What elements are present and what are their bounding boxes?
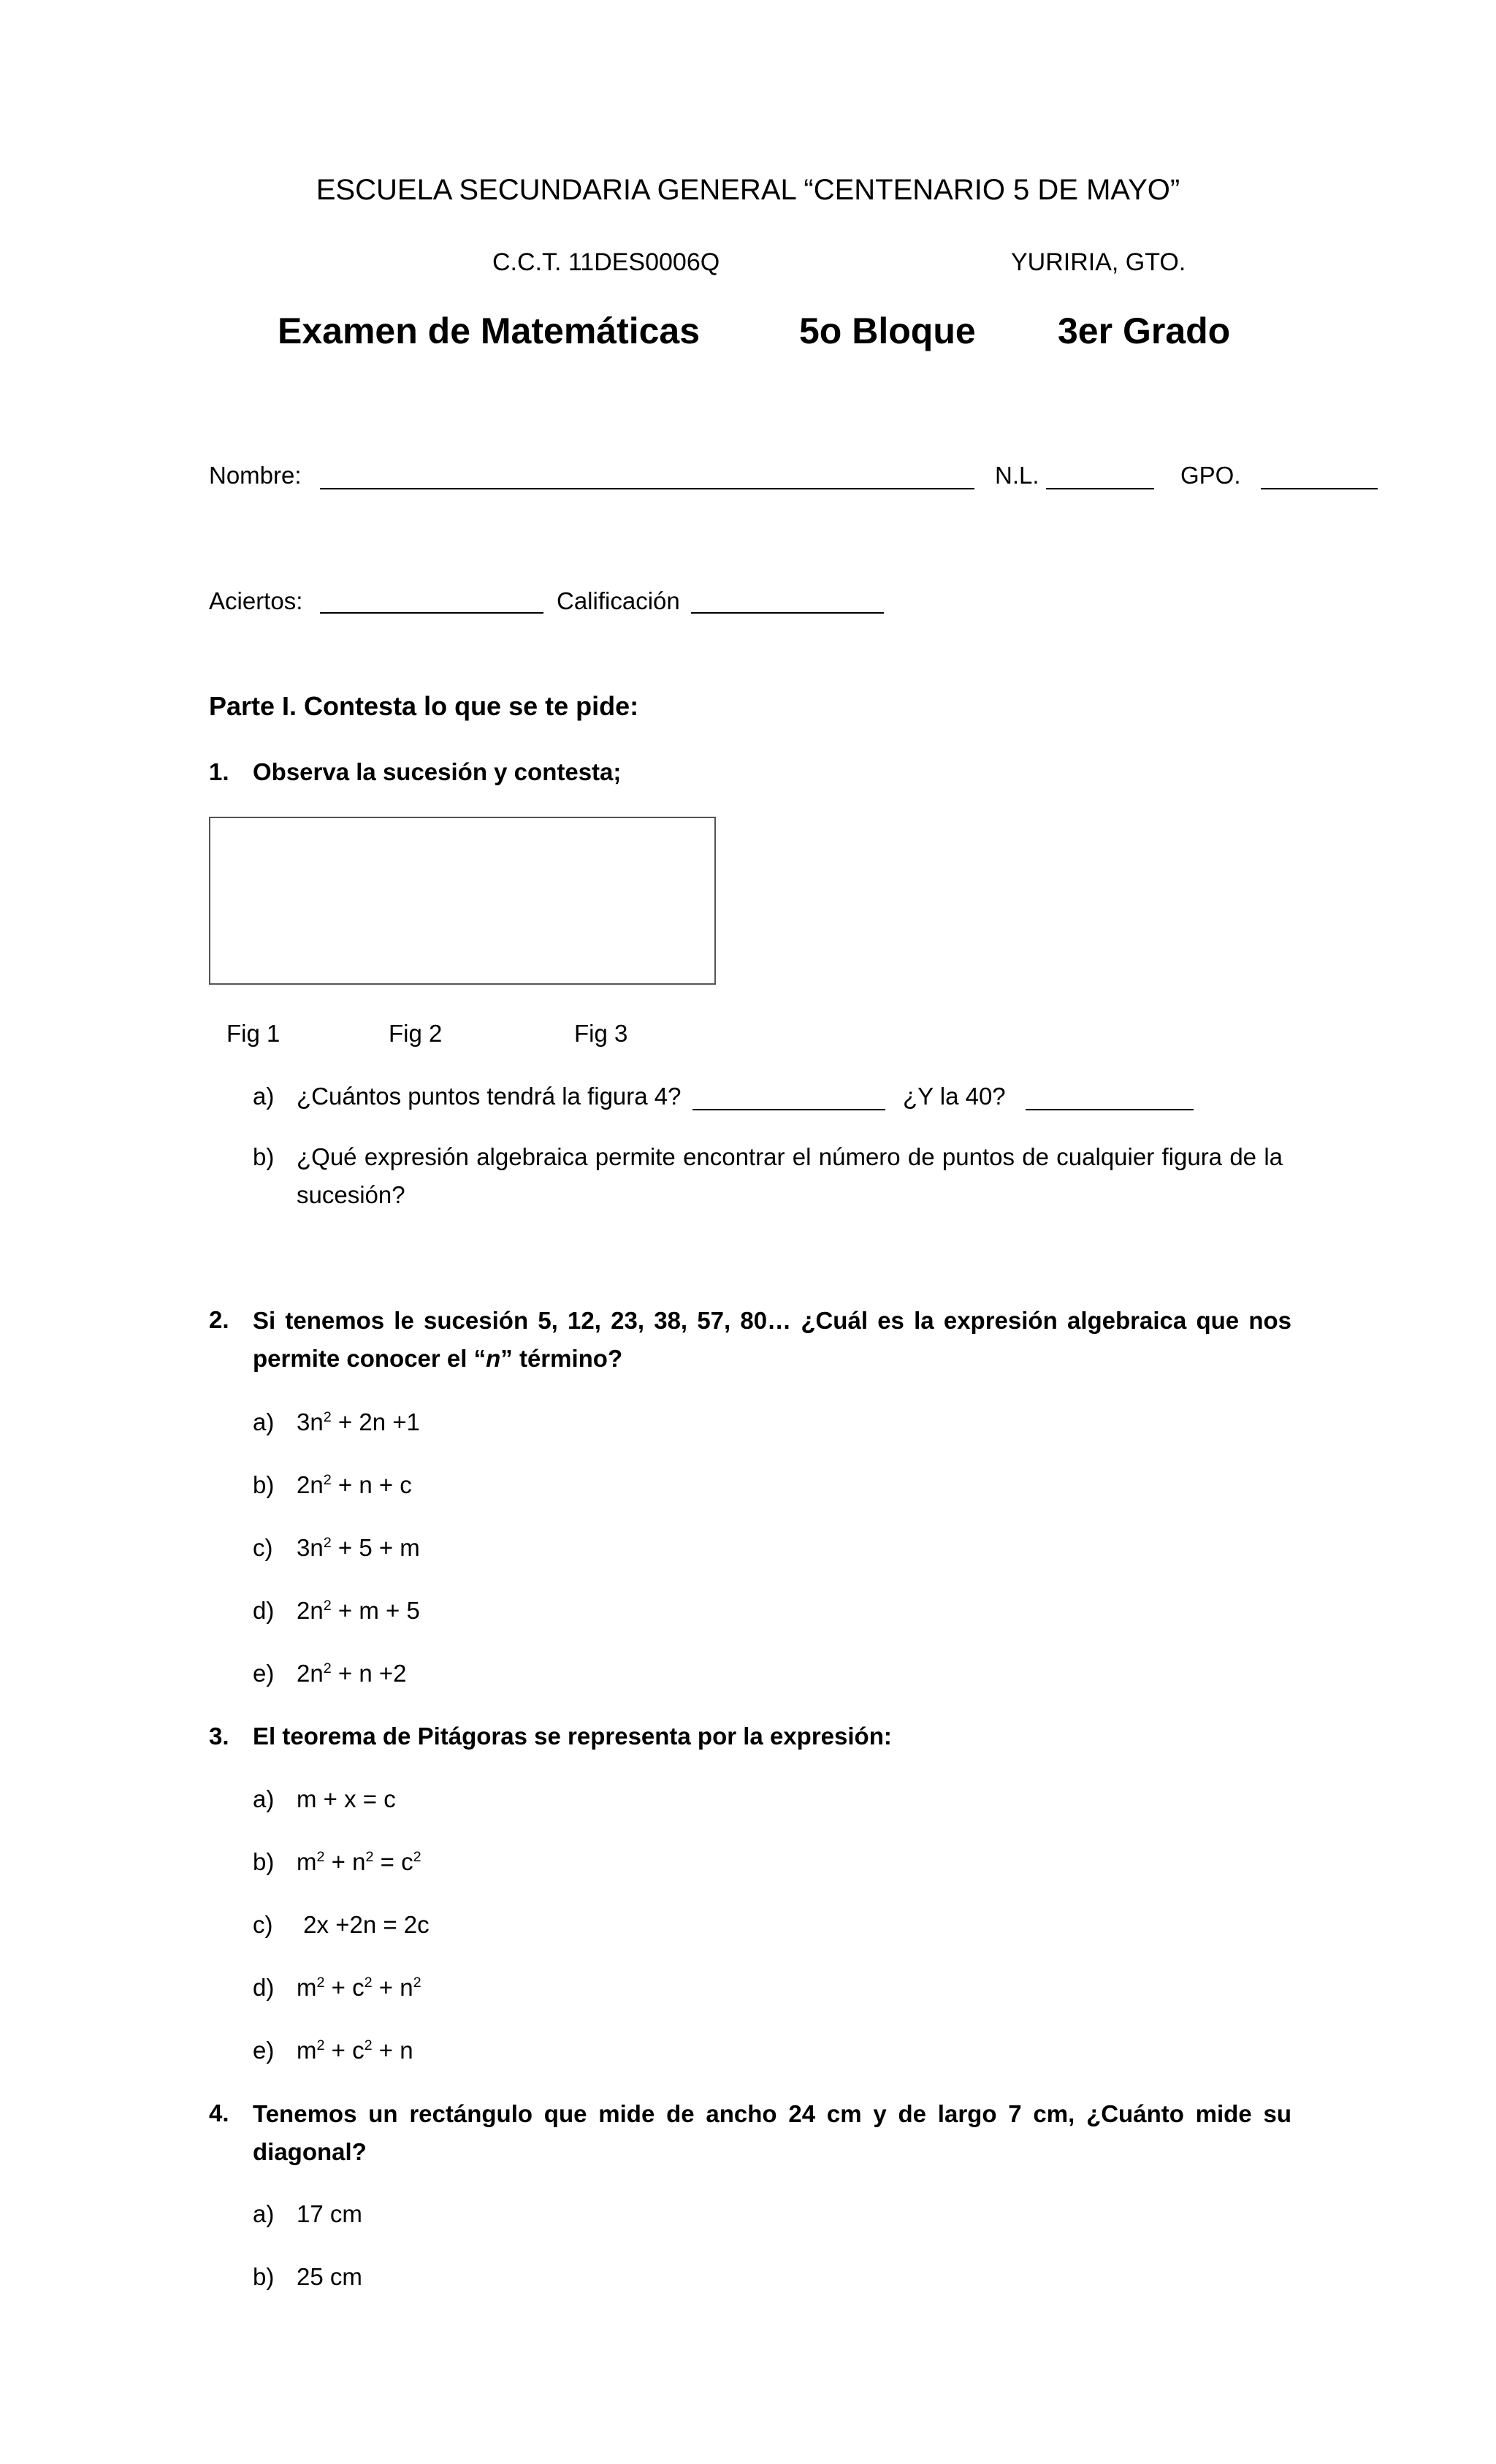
hits-field-line[interactable] bbox=[320, 612, 543, 614]
exam-block: 5o Bloque bbox=[799, 310, 976, 351]
question-1 bbox=[209, 758, 621, 786]
question-text: Observa la sucesión y contesta; bbox=[253, 758, 622, 785]
sequence-figure-box bbox=[209, 817, 716, 985]
name-field-line[interactable] bbox=[320, 488, 974, 489]
q2-option-e: e) $2n^2 + n +2$ bbox=[253, 1660, 407, 1687]
question-4-number: 4. bbox=[209, 2099, 229, 2127]
question-number: 3. bbox=[209, 1723, 229, 1750]
q1-option-b bbox=[253, 1138, 1291, 1214]
option-letter: a) bbox=[253, 1083, 275, 1110]
group-label: GPO. bbox=[1180, 462, 1241, 489]
grade-field-line[interactable] bbox=[691, 612, 884, 614]
q3-option-c: c) 2x +2n = 2c bbox=[253, 1911, 430, 1938]
fig-1-label: Fig 1 bbox=[226, 1020, 280, 1047]
school-name: ESCUELA SECUNDARIA GENERAL “CENTENARIO 5 DE MAYO” bbox=[316, 174, 1180, 206]
q1-option-a bbox=[253, 1083, 682, 1110]
question-2-text: Si tenemos le sucesión 5, 12, 23, 38, 57, 80… ¿Cuál es la expresión algebraica que nos permite conocer el “n” término? bbox=[253, 1307, 1291, 1372]
q3-option-a: a) m + x = c bbox=[253, 1785, 396, 1812]
q2-option-a: a) $3n^2 + 2n +1$ bbox=[253, 1408, 420, 1435]
question-number: 1. bbox=[209, 758, 229, 785]
question-3 bbox=[209, 1723, 892, 1750]
nl-label: N.L. bbox=[995, 462, 1039, 489]
q2-option-c: c) $3n^2 + 5 + m$ bbox=[253, 1534, 420, 1561]
q3-option-e: e) $m^2 + c^2 + n$ bbox=[253, 2037, 413, 2064]
fig-3-label: Fig 3 bbox=[574, 1020, 628, 1047]
q2-option-d: d) $2n^2 + m + 5$ bbox=[253, 1597, 420, 1624]
part-1-title: Parte I. Contesta lo que se te pide: bbox=[209, 691, 639, 721]
exam-grade: 3er Grado bbox=[1058, 310, 1231, 351]
fig-2-label: Fig 2 bbox=[389, 1020, 443, 1047]
question-text: El teorema de Pitágoras se representa por la expresión: bbox=[253, 1723, 892, 1750]
answer-line-fig40[interactable] bbox=[1026, 1109, 1194, 1110]
grade-label: Calificación bbox=[557, 587, 680, 614]
option-text: ¿Cuántos puntos tendrá la figura 4? bbox=[297, 1083, 682, 1110]
question-4-text: Tenemos un rectángulo que mide de ancho 24 cm y de largo 7 cm, ¿Cuánto mide su diagonal? bbox=[253, 2100, 1291, 2165]
group-field-line[interactable] bbox=[1261, 488, 1378, 489]
school-city: YURIRIA, GTO. bbox=[1011, 248, 1186, 276]
school-cct: C.C.T. 11DES0006Q bbox=[492, 248, 720, 276]
q4-option-a: a) 17 cm bbox=[253, 2200, 362, 2227]
option-text: ¿Qué expresión algebraica permite encontrar el número de puntos de cualquier figura de la sucesión? bbox=[297, 1143, 1283, 1208]
answer-line-fig4[interactable] bbox=[692, 1109, 885, 1110]
name-label: Nombre: bbox=[209, 462, 302, 489]
exam-title: Examen de Matemáticas bbox=[278, 310, 701, 351]
q2-option-b: b) $2n^2 + n + c$ bbox=[253, 1471, 412, 1498]
option-letter: b) bbox=[253, 1143, 275, 1170]
q3-option-d: d) $m^2 + c^2 + n^2$ bbox=[253, 1974, 421, 2001]
q3-option-b: b) $m^2 + n^2 = c^2$ bbox=[253, 1848, 421, 1875]
option-text-fig40: ¿Y la 40? bbox=[903, 1083, 1006, 1110]
q4-option-b: b) 25 cm bbox=[253, 2263, 362, 2290]
question-2-number: 2. bbox=[209, 1306, 229, 1333]
nl-field-line[interactable] bbox=[1046, 488, 1154, 489]
hits-label: Aciertos: bbox=[209, 587, 303, 614]
